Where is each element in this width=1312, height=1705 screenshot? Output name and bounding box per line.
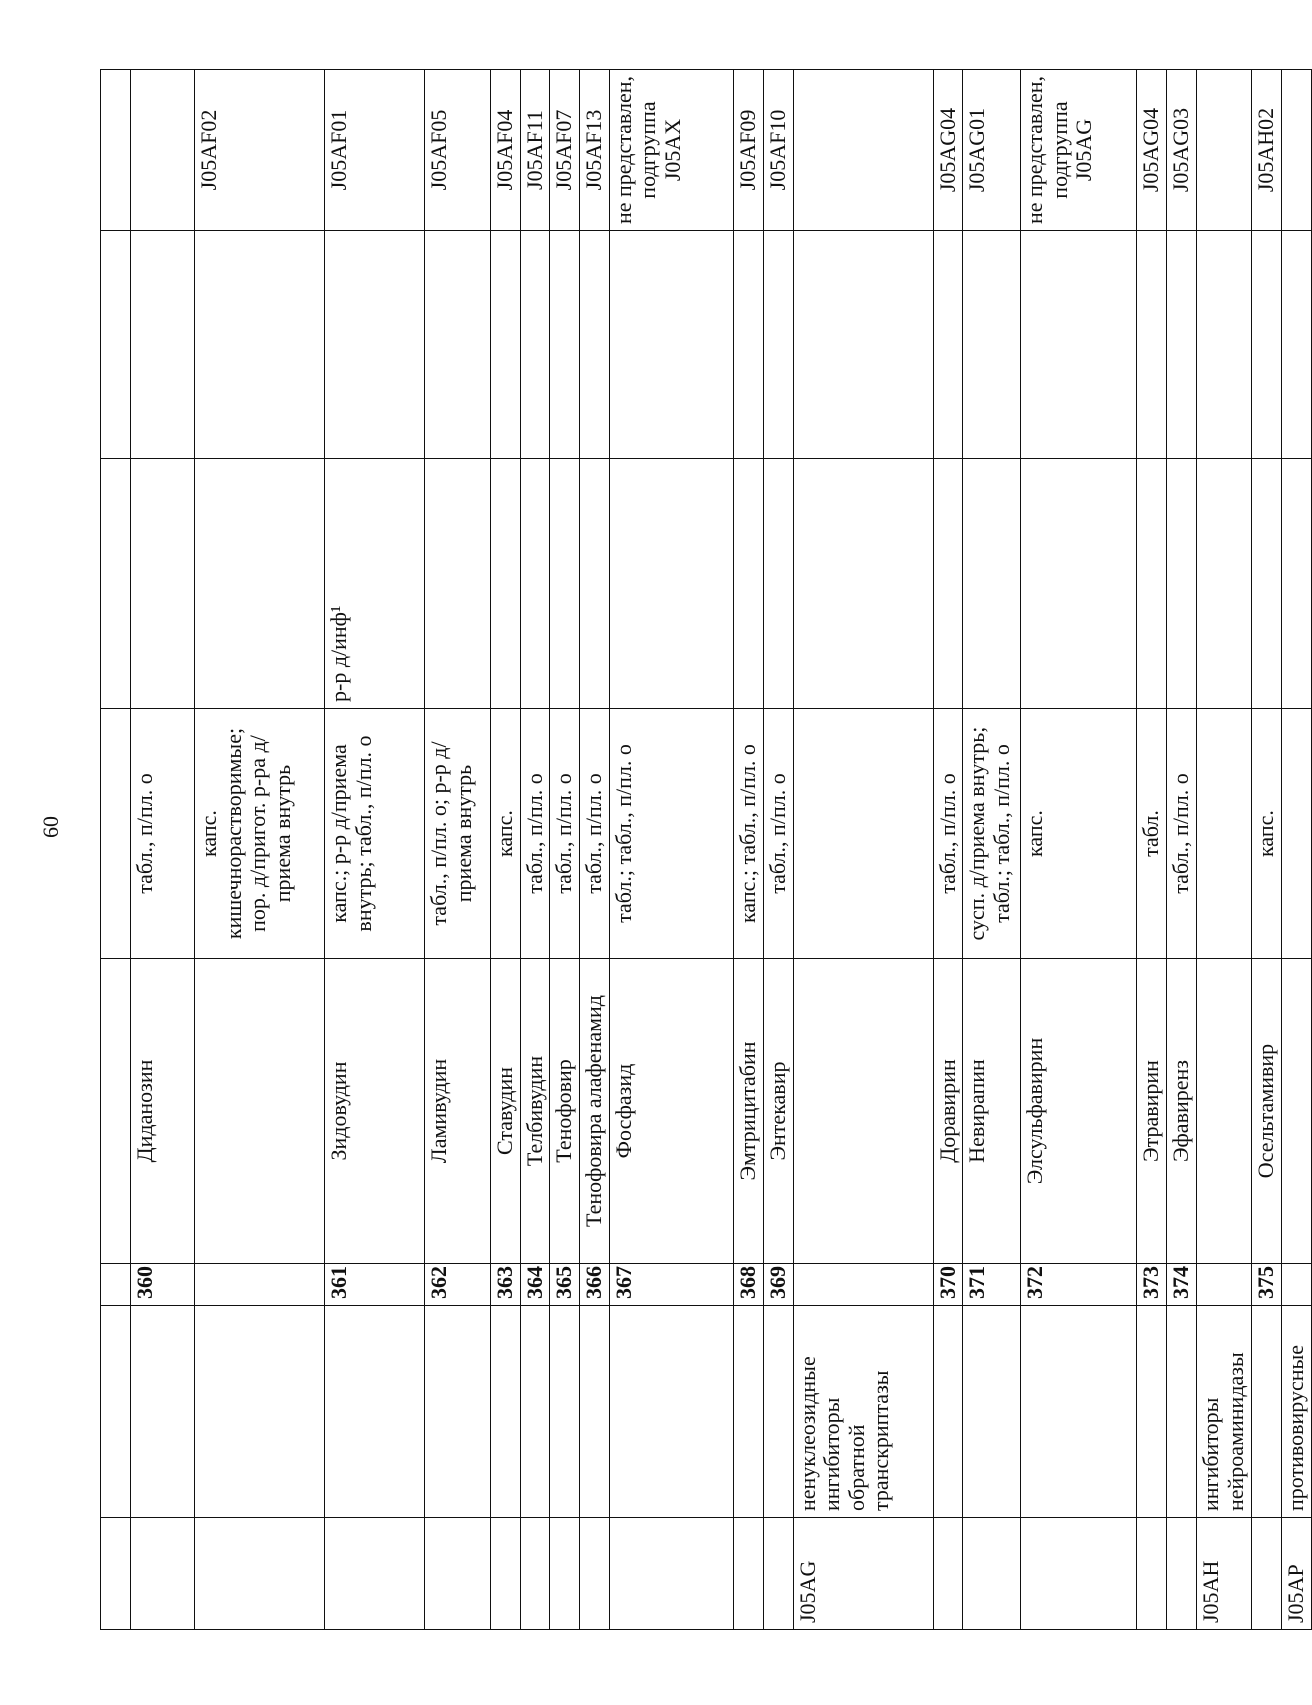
dosage-form: капс.: [1252, 709, 1282, 959]
group-name: [131, 1306, 195, 1518]
atc-group-code: [325, 1518, 425, 1630]
dosage-form-extra: [1167, 459, 1197, 709]
atc-code: J05AF07: [550, 70, 580, 231]
dosage-form-extra: [520, 459, 550, 709]
dosage-form-extra: [763, 459, 793, 709]
row-number: 369: [763, 1264, 793, 1306]
dosage-form-extra: [1197, 459, 1252, 709]
row-number: 368: [733, 1264, 763, 1306]
atc-group-code: [425, 1518, 491, 1630]
group-name: [520, 1306, 550, 1518]
drug-name: Энтекавир: [763, 959, 793, 1264]
row-number: 363: [491, 1264, 521, 1306]
table-row: [491, 70, 521, 1630]
table-row: [579, 70, 609, 1630]
atc-group-code: J05AH: [1197, 1518, 1252, 1630]
dosage-form-extra: [1021, 459, 1137, 709]
dosage-form-other: [1282, 231, 1312, 459]
row-number: 367: [609, 1264, 733, 1306]
atc-code: J05AF09: [733, 70, 763, 231]
dosage-form: [1197, 709, 1252, 959]
table-row: [1167, 70, 1197, 1630]
atc-group-code: [131, 1518, 195, 1630]
drug-name: Невирапин: [963, 959, 1021, 1264]
atc-group-code: [1021, 1518, 1137, 1630]
dosage-form-extra: [609, 459, 733, 709]
dosage-form-other: [1021, 231, 1137, 459]
dosage-form-extra: [933, 459, 963, 709]
group-name: [1252, 1306, 1282, 1518]
drug-name: Эфавиренз: [1167, 959, 1197, 1264]
dosage-form-other: [933, 231, 963, 459]
atc-group-code: [550, 1518, 580, 1630]
group-name: [1167, 1306, 1197, 1518]
atc-code: [1282, 70, 1312, 231]
dosage-form: капс.: [1021, 709, 1137, 959]
dosage-form-extra: [579, 459, 609, 709]
dosage-form-other: [550, 231, 580, 459]
atc-code: J05AG04: [933, 70, 963, 231]
atc-group-code: [101, 1518, 131, 1630]
dosage-form: капс.; табл., п/пл. о: [733, 709, 763, 959]
atc-code: J05AF13: [579, 70, 609, 231]
dosage-form-extra: р-р д/инф¹: [325, 459, 425, 709]
atc-code: не представлен, подгруппа J05AG: [1021, 70, 1137, 231]
atc-code: J05AG04: [1137, 70, 1167, 231]
drug-name: Этравирин: [1137, 959, 1167, 1264]
dosage-form: табл., п/пл. о: [763, 709, 793, 959]
dosage-form-extra: [793, 459, 933, 709]
dosage-form-extra: [491, 459, 521, 709]
rotated-table-wrapper: [100, 70, 1309, 1630]
group-name: [491, 1306, 521, 1518]
dosage-form-extra: [101, 459, 131, 709]
dosage-form: [101, 709, 131, 959]
atc-group-code: J05AG: [793, 1518, 933, 1630]
row-number: [1282, 1264, 1312, 1306]
dosage-form: капс.: [491, 709, 521, 959]
dosage-form: табл., п/пл. о: [550, 709, 580, 959]
atc-group-code: [579, 1518, 609, 1630]
dosage-form-other: [1197, 231, 1252, 459]
drug-name: Фосфазид: [609, 959, 733, 1264]
drug-name: Тенофовира алафенамид: [579, 959, 609, 1264]
drug-name: Телбивудин: [520, 959, 550, 1264]
row-number: 372: [1021, 1264, 1137, 1306]
page-number: 60: [38, 816, 63, 838]
row-number: 374: [1167, 1264, 1197, 1306]
dosage-form-other: [101, 231, 131, 459]
table-row: [763, 70, 793, 1630]
dosage-form-extra: [550, 459, 580, 709]
dosage-form: [1282, 709, 1312, 959]
dosage-form: капс.; р-р д/приема внутрь; табл., п/пл. о: [325, 709, 425, 959]
dosage-form: табл., п/пл. о: [579, 709, 609, 959]
dosage-form: табл., п/пл. о: [933, 709, 963, 959]
group-name: [609, 1306, 733, 1518]
dosage-form-other: [325, 231, 425, 459]
dosage-form: табл., п/пл. о: [131, 709, 195, 959]
dosage-form-other: [793, 231, 933, 459]
atc-code: J05AF04: [491, 70, 521, 231]
dosage-form: табл., п/пл. о: [520, 709, 550, 959]
atc-code: [101, 70, 131, 231]
row-number: 362: [425, 1264, 491, 1306]
atc-code: не представлен, подгруппа J05AX: [609, 70, 733, 231]
drug-name: [1282, 959, 1312, 1264]
table-row: [425, 70, 491, 1630]
drug-name: Доравирин: [933, 959, 963, 1264]
table-row: [1137, 70, 1167, 1630]
table-row: [325, 70, 425, 1630]
table-row: [1252, 70, 1282, 1630]
dosage-form-other: [579, 231, 609, 459]
table-row: [195, 70, 325, 1630]
drug-name: Диданозин: [131, 959, 195, 1264]
dosage-form-other: [1167, 231, 1197, 459]
table-row: [793, 70, 933, 1630]
atc-group-code: J05AP: [1282, 1518, 1312, 1630]
atc-code: J05AG03: [1167, 70, 1197, 231]
drug-name: [101, 959, 131, 1264]
drug-name: Ламивудин: [425, 959, 491, 1264]
drug-name: Эмтрицитабин: [733, 959, 763, 1264]
atc-code: J05AF01: [325, 70, 425, 231]
atc-code: J05AH02: [1252, 70, 1282, 231]
row-number: 375: [1252, 1264, 1282, 1306]
dosage-form: табл.; табл., п/пл. о: [609, 709, 733, 959]
atc-code: J05AG01: [963, 70, 1021, 231]
drug-table: [100, 69, 1312, 1630]
dosage-form: [793, 709, 933, 959]
dosage-form-extra: [1282, 459, 1312, 709]
dosage-form-extra: [425, 459, 491, 709]
row-number: 360: [131, 1264, 195, 1306]
drug-name: [1197, 959, 1252, 1264]
row-number: 365: [550, 1264, 580, 1306]
atc-code: [793, 70, 933, 231]
drug-name: [195, 959, 325, 1264]
atc-code: [131, 70, 195, 231]
dosage-form: табл.: [1137, 709, 1167, 959]
dosage-form: табл., п/пл. о: [1167, 709, 1197, 959]
group-name: [425, 1306, 491, 1518]
atc-group-code: [1252, 1518, 1282, 1630]
dosage-form: табл., п/пл. о; р-р д/приема внутрь: [425, 709, 491, 959]
table-row: [933, 70, 963, 1630]
group-name: противовирусные: [1282, 1306, 1312, 1518]
group-name: [933, 1306, 963, 1518]
dosage-form-other: [131, 231, 195, 459]
atc-group-code: [1137, 1518, 1167, 1630]
dosage-form-extra: [131, 459, 195, 709]
table-row: [1021, 70, 1137, 1630]
dosage-form-other: [1137, 231, 1167, 459]
drug-table-body: [101, 70, 1312, 1630]
dosage-form-extra: [1137, 459, 1167, 709]
table-row: [1197, 70, 1252, 1630]
atc-group-code: [963, 1518, 1021, 1630]
table-row: [963, 70, 1021, 1630]
table-row: [733, 70, 763, 1630]
drug-name: Осельтамивир: [1252, 959, 1282, 1264]
table-row: [550, 70, 580, 1630]
group-name: ингибиторы нейроаминидазы: [1197, 1306, 1252, 1518]
row-number: 366: [579, 1264, 609, 1306]
group-name: [550, 1306, 580, 1518]
dosage-form: капс. кишечнорастворимые; пор. д/пригот. р-ра д/приема внутрь: [195, 709, 325, 959]
atc-group-code: [763, 1518, 793, 1630]
group-name: ненуклеозидные ингибиторы обратной транскриптазы: [793, 1306, 933, 1518]
atc-group-code: [933, 1518, 963, 1630]
dosage-form-extra: [963, 459, 1021, 709]
atc-group-code: [520, 1518, 550, 1630]
table-row: [1282, 70, 1312, 1630]
drug-name: Тенофовир: [550, 959, 580, 1264]
row-number: [793, 1264, 933, 1306]
group-name: [963, 1306, 1021, 1518]
atc-group-code: [733, 1518, 763, 1630]
group-name: [325, 1306, 425, 1518]
atc-code: J05AF02: [195, 70, 325, 231]
atc-group-code: [1167, 1518, 1197, 1630]
group-name: [1137, 1306, 1167, 1518]
dosage-form-extra: [733, 459, 763, 709]
row-number: 361: [325, 1264, 425, 1306]
group-name: [195, 1306, 325, 1518]
row-number: 370: [933, 1264, 963, 1306]
drug-name: Элсульфавирин: [1021, 959, 1137, 1264]
dosage-form-other: [609, 231, 733, 459]
table-row: [101, 70, 131, 1630]
dosage-form-other: [520, 231, 550, 459]
atc-code: J05AF05: [425, 70, 491, 231]
table-row: [609, 70, 733, 1630]
dosage-form-other: [491, 231, 521, 459]
dosage-form-other: [425, 231, 491, 459]
group-name: [1021, 1306, 1137, 1518]
drug-name: Ставудин: [491, 959, 521, 1264]
group-name: [579, 1306, 609, 1518]
row-number: [101, 1264, 131, 1306]
dosage-form-extra: [195, 459, 325, 709]
dosage-form-extra: [1252, 459, 1282, 709]
row-number: 371: [963, 1264, 1021, 1306]
group-name: [763, 1306, 793, 1518]
dosage-form-other: [963, 231, 1021, 459]
dosage-form-other: [763, 231, 793, 459]
row-number: 373: [1137, 1264, 1167, 1306]
dosage-form-other: [733, 231, 763, 459]
row-number: [195, 1264, 325, 1306]
dosage-form-other: [195, 231, 325, 459]
row-number: [1197, 1264, 1252, 1306]
group-name: [733, 1306, 763, 1518]
atc-group-code: [195, 1518, 325, 1630]
atc-group-code: [609, 1518, 733, 1630]
atc-code: [1197, 70, 1252, 231]
row-number: 364: [520, 1264, 550, 1306]
drug-name: Зидовудин: [325, 959, 425, 1264]
atc-code: J05AF10: [763, 70, 793, 231]
drug-name: [793, 959, 933, 1264]
atc-code: J05AF11: [520, 70, 550, 231]
dosage-form: сусп. д/приема внутрь; табл.; табл., п/пл. о: [963, 709, 1021, 959]
dosage-form-other: [1252, 231, 1282, 459]
atc-group-code: [491, 1518, 521, 1630]
table-row: [520, 70, 550, 1630]
group-name: [101, 1306, 131, 1518]
table-row: [131, 70, 195, 1630]
